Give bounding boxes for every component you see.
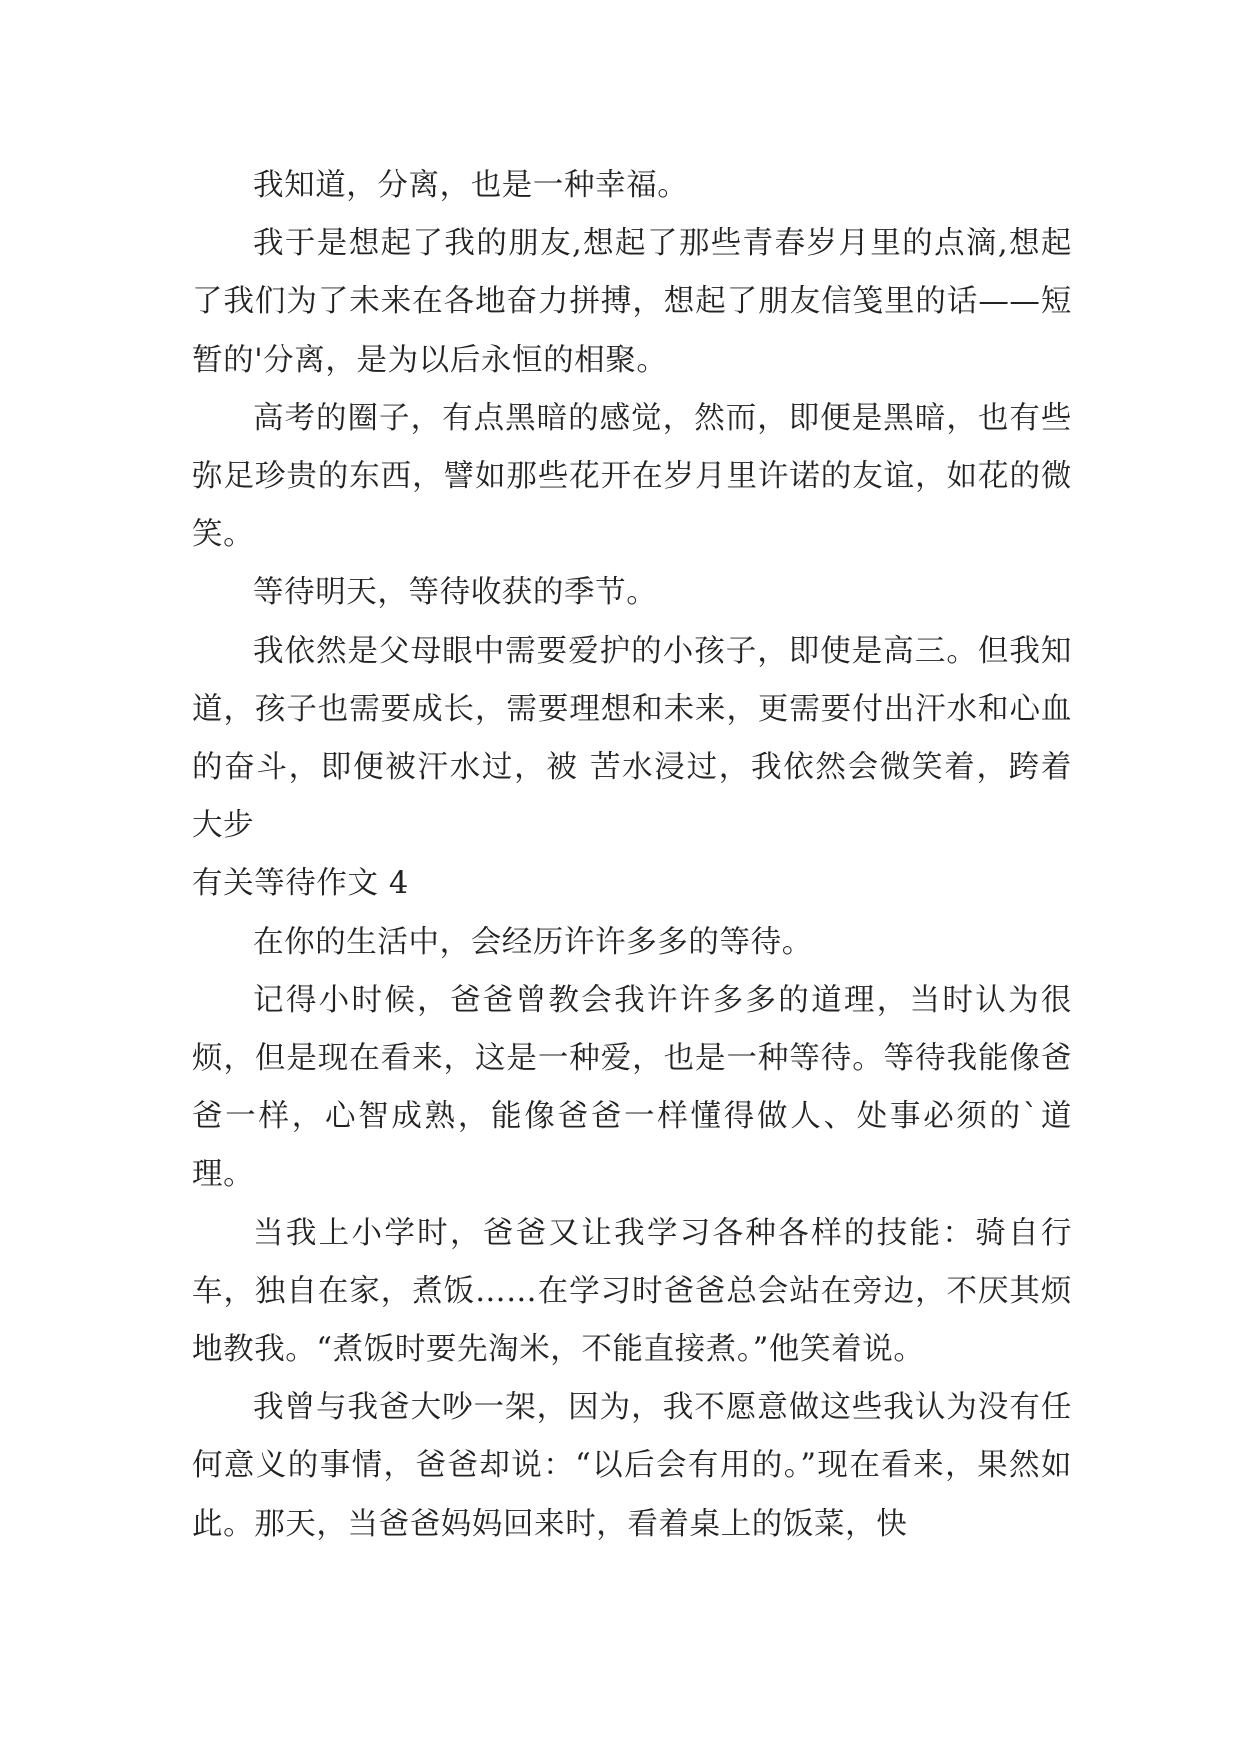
paragraph: 当我上小学时，爸爸又让我学习各种各样的技能：骑自行车，独自在家，煮饭……在学习时爸爸总会站在旁边，不厌其烦地教我。“煮饭时要先淘米，不能直接煮。”他笑着说。 — [192, 1215, 1072, 1368]
paragraph: 在你的生活中，会经历许许多多的等待。 — [253, 924, 813, 960]
paragraph: 我依然是父母眼中需要爱护的小孩子，即使是高三。但我知道，孩子也需要成长，需要理想和未来，更需要付出汗水和心血的奋斗，即便被汗水过，被 苦水浸过，我依然会微笑着，跨着大步 — [192, 633, 1072, 844]
paragraph: 等待明天，等待收获的季节。 — [253, 575, 658, 611]
paragraph: 我知道，分离，也是一种幸福。 — [253, 168, 689, 203]
paragraph: 记得小时候，爸爸曾教会我许许多多的道理，当时认为很烦，但是现在看来，这是一种爱，也是一种等待。等待我能像爸爸一样，心智成熟，能像爸爸一样懂得做人、处事必须的`道理。 — [192, 982, 1072, 1193]
section-title: 有关等待作文 4 — [192, 866, 409, 902]
paragraph: 高考的圈子，有点黑暗的感觉，然而，即便是黑暗，也有些弥足珍贵的东西，譬如那些花开在岁月里许诺的友谊，如花的微笑。 — [192, 400, 1072, 553]
document-body — [192, 157, 1072, 1554]
paragraph: 我于是想起了我的朋友,想起了那些青春岁月里的点滴,想起了我们为了未来在各地奋力拼搏，想起了朋友信笺里的话——短暂的'分离，是为以后永恒的相聚。 — [192, 226, 1072, 378]
paragraph: 我曾与我爸大吵一架，因为，我不愿意做这些我认为没有任何意义的事情，爸爸却说：“以后会有用的。”现在看来，果然如此。那天，当爸爸妈妈回来时，看着桌上的饭菜，快 — [192, 1390, 1072, 1542]
